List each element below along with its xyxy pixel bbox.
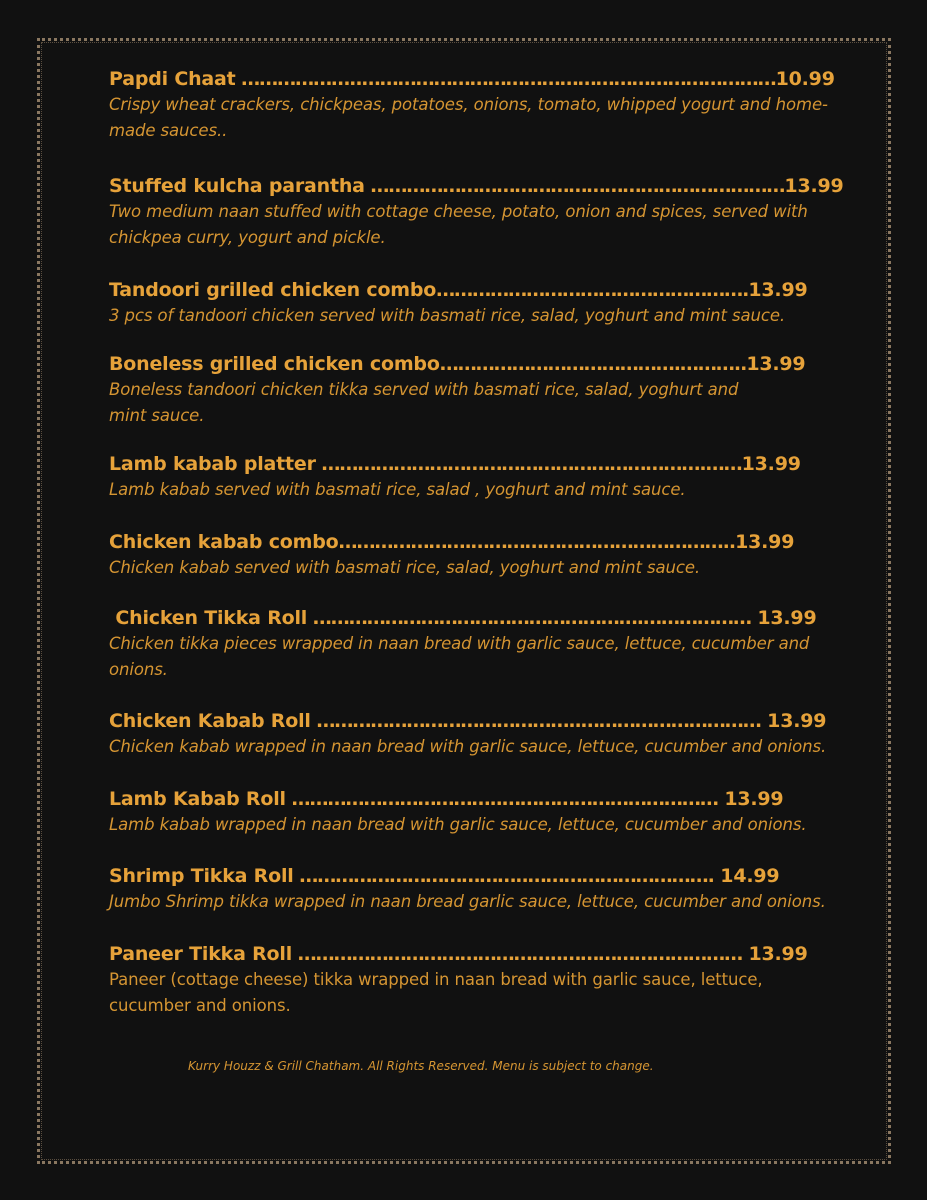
item-price: 13.99 <box>735 531 795 553</box>
item-description: Boneless tandoori chicken tikka served with basmati rice, salad, yoghurt and mint sauce. <box>109 380 739 425</box>
item-title <box>109 708 869 734</box>
item-title <box>109 786 869 812</box>
item-description: Chicken kabab wrapped in naan bread with garlic sauce, lettuce, cucumber and onions. <box>109 737 827 756</box>
item-description: Crispy wheat crackers, chickpeas, potatoes, onions, tomato, whipped yogurt and home-made sauces.. <box>109 95 828 140</box>
leader-dots: ………………………………….……….. <box>439 353 747 375</box>
item-name: Chicken kabab combo <box>109 531 339 553</box>
item-description: Jumbo Shrimp tikka wrapped in naan bread garlic sauce, lettuce, cucumber and onions. <box>109 892 826 911</box>
leader-dots: ……………………………………..………………………… <box>292 943 743 965</box>
item-title <box>109 66 869 92</box>
item-price: 13.99 <box>760 710 827 732</box>
leader-dots: ……………………………………………….……………… <box>307 607 751 629</box>
item-title <box>109 863 869 889</box>
leader-dots: ……………………………………………………….…… <box>315 453 742 475</box>
item-title <box>109 529 869 555</box>
item-description: Lamb kabab wrapped in naan bread with garlic sauce, lettuce, cucumber and onions. <box>109 815 807 834</box>
menu-item-tandoori-grilled-chicken-combo <box>109 277 869 329</box>
item-name: Chicken Tikka Roll <box>109 607 308 629</box>
menu-item-chicken-tikka-roll <box>109 605 869 683</box>
menu-item-chicken-kabab-combo <box>109 529 869 581</box>
leader-dots: ……………………………………………. <box>436 279 749 301</box>
item-name: Boneless grilled chicken combo <box>109 353 440 375</box>
item-price: 13.99 <box>748 279 808 301</box>
item-description: Chicken kabab served with basmati rice, salad, yoghurt and mint sauce. <box>109 558 701 577</box>
item-name: Chicken Kabab Roll <box>109 710 311 732</box>
item-description: Paneer (cottage cheese) tikka wrapped in naan bread with garlic sauce, lettuce, cucumber and onions. <box>109 970 763 1015</box>
item-description: Lamb kabab served with basmati rice, salad , yoghurt and mint sauce. <box>109 480 686 499</box>
leader-dots: ………………..…………………………………………………………… <box>235 68 776 90</box>
item-price: 13.99 <box>717 788 784 810</box>
item-name: Shrimp Tikka Roll <box>109 865 294 887</box>
menu-item-lamb-kabab-roll <box>109 786 869 838</box>
item-description: 3 pcs of tandoori chicken served with basmati rice, salad, yoghurt and mint sauce. <box>109 306 786 325</box>
menu-item-chicken-kabab-roll <box>109 708 869 760</box>
item-title <box>109 941 869 967</box>
item-name: Lamb kabab platter <box>109 453 316 475</box>
item-name: Papdi Chaat <box>109 68 236 90</box>
menu-item-stuffed-kulcha-parantha <box>109 173 869 251</box>
menu-item-paneer-tikka-roll <box>109 941 869 1019</box>
item-price: 13.99 <box>742 943 808 965</box>
item-description: Chicken tikka pieces wrapped in naan bread with garlic sauce, lettuce, cucumber and onions. <box>109 634 810 679</box>
item-price: 13.99 <box>784 175 844 197</box>
leader-dots: …………………………………………………………… <box>364 175 785 197</box>
item-name: Paneer Tikka Roll <box>109 943 293 965</box>
item-title <box>109 173 869 199</box>
item-title <box>109 605 869 631</box>
item-title <box>109 351 869 377</box>
item-title <box>109 451 869 477</box>
copyright-footer: Kurry Houzz & Grill Chatham. All Rights Reserved. Menu is subject to change. <box>188 1059 654 1073</box>
leader-dots: ………………………………..…………………………. <box>293 865 714 887</box>
item-price: 13.99 <box>750 607 817 629</box>
leader-dots: ……………………………..……………………………… <box>285 788 718 810</box>
item-description: Two medium naan stuffed with cottage cheese, potato, onion and spices, served with chickpea curry, yogurt and pickle. <box>109 202 808 247</box>
item-price: 13.99 <box>741 453 801 475</box>
item-price: 13.99 <box>746 353 806 375</box>
leader-dots: ……………………………………..………………………… <box>310 710 761 732</box>
menu-item-papdi-chaat <box>109 66 869 144</box>
item-title <box>109 277 869 303</box>
item-price: 10.99 <box>775 68 835 90</box>
leader-dots: ………………….…………………………………….. <box>338 531 736 553</box>
menu-item-lamb-kabab-platter <box>109 451 869 503</box>
item-name: Lamb Kabab Roll <box>109 788 286 810</box>
item-name: Tandoori grilled chicken combo <box>109 279 437 301</box>
menu-item-shrimp-tikka-roll <box>109 863 869 915</box>
menu-item-boneless-grilled-chicken-combo <box>109 351 869 429</box>
item-price: 14.99 <box>713 865 780 887</box>
item-name: Stuffed kulcha parantha <box>109 175 365 197</box>
